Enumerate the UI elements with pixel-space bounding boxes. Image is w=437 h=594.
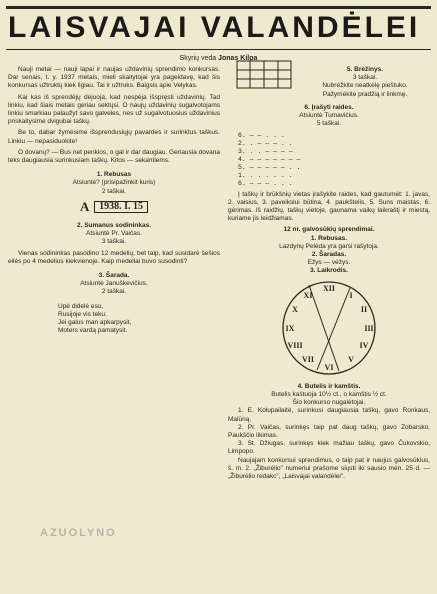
solution-sarada-title: 2. Šaradas. (311, 251, 347, 259)
svg-text:I: I (349, 290, 353, 300)
drawing-instruction: Nubrėžkite neatkėlę pieštuko. (322, 82, 408, 90)
svg-text:X: X (292, 304, 298, 314)
svg-text:XII: XII (322, 283, 336, 293)
winner-entry: 3. St. Džiugas, surinkęs kiek mažiau taškų, gavo Čukovskio, Limpopo. (228, 440, 430, 456)
charade-title: 3. Šarada. (98, 272, 130, 280)
intro-paragraph: Nauji metai — nauji lapai ir naujas uždavinių sprendimo konkursas. Dar senais, t. y. 1937 metais, mieli skaitytojai yra pageidavę, kad šis konkursas užtruktų kiek ilgiau. Tai ir užtruks. Baigsis apie Velykas. (8, 66, 220, 90)
charade-sender: Atsiuntė Januškevičius. (80, 280, 148, 288)
svg-text:XI: XI (303, 290, 313, 300)
intro-paragraph: Be to, dabar žymėsime išsprendusiųjų pavardes ir surinktus taškus. Linkiu — nepasiduokite! (8, 129, 220, 145)
letters-text: Į taškų ir brūkšnių vietas įrašykite raides, kad gautumėt: 1. javas, 2. vaisius, 3. paveikslui būtina, 4. paukštelis, 5. Suns maistas, 6. gėrimas. Iš raidžių, taškų vietoje, gaunama vaikų laikraštį ir miestą, kuriame jis leidžiamas. (228, 190, 430, 223)
drawing-points: 3 taškai. (352, 74, 378, 82)
svg-text:VI: VI (324, 362, 334, 372)
gardener-title: 2. Sumanus sodininkas. (76, 222, 152, 230)
svg-text:IX: IX (285, 323, 295, 333)
gardener-points: 3 taškai. (101, 238, 127, 246)
rebus-sender: Atsiuntė? (prisipažinkit kuris) (72, 179, 156, 187)
letters-row: 6. — — — . . . (238, 179, 293, 187)
letters-row: 5. — — — — — . . (238, 163, 301, 171)
editor-name: Jonas Kilpa (218, 55, 258, 62)
rebus-letter: A (79, 198, 90, 214)
poem-line: Rusijoje vis teku. (58, 310, 107, 318)
letters-points: 5 taškai. (316, 120, 342, 128)
top-rule (6, 6, 431, 9)
letters-sender: Atsiuntė Tumavičius. (299, 112, 359, 120)
closing-paragraph: Naujajam konkursui sprendimus, o taip pat ir naujus galvosūkius, š. m. 2. „Žiburėlio" numeriui prašome siųsti iki sausio mėn. 25 d. — „Žiburėlio redakc", „Laisvajai valandėlei". (228, 456, 430, 481)
bottle-answer: Butelis kaštuoja 10½ ct., o kamštis ½ ct. (271, 391, 387, 399)
rebus-puzzle (8, 198, 220, 214)
letters-row: 2. . — — — . . (238, 139, 293, 147)
gardener-sender: Atsiuntė Pr. Vaičas. (86, 230, 142, 238)
bottle-title: 4. Butelis ir kamštis. (297, 382, 361, 390)
clock-figure (228, 278, 430, 381)
editor-prefix: Skyrių veda (179, 55, 217, 62)
drawing-title: 5. Brėžinys. (346, 66, 384, 73)
svg-text:V: V (348, 354, 354, 364)
clock-diagram (277, 278, 381, 378)
editor-line (0, 54, 437, 63)
masthead-title: LAISVAJAI VALANDĖLEI (8, 11, 421, 44)
solution-sarada-answer: Ežys — vėžys. (307, 259, 351, 267)
letters-row: 4. — — — — — — — (238, 155, 301, 163)
letters-rows (228, 132, 430, 188)
winner-entry: 2. Pr. Vaičas, surinkęs taip pat daug taškų, gavo Zobarsko, Paukščio likimas. (228, 423, 430, 440)
drawing-puzzle (228, 66, 430, 96)
watermark: AZUOLYNO (40, 527, 117, 539)
svg-text:IV: IV (359, 340, 369, 350)
rebus-date-box: 1938. I. 15 (94, 201, 148, 213)
intro-paragraph: O dovanų? — Bus net penkios, o gal ir dar daugiau. Geriausia dovana teks daugiausia surinkusiam taškų. Kitos — sekantiems. (8, 148, 220, 165)
left-column (8, 66, 220, 335)
svg-text:VII: VII (301, 354, 315, 364)
intro-paragraph: Kai kas iš sprendėjų dejuoja, kad nespėja išspręsti uždavinių. Tad linkiu, kad šiais metais geriau sektųsi. O naujų uždavinių sugalvotojams linkiu smarkiau palaužyt savo galveles, nes už sugalvotuosius uždavinius priskaitysime dvigubai taškų. (8, 93, 220, 126)
letters-row: 6. — — . . . (238, 131, 285, 139)
poem-line: Moters vardą pamatysit. (58, 327, 128, 335)
charade-points: 2 taškai. (101, 288, 127, 296)
winner-entry: 1. E. Kolupailaitė, surinkusi daugiausia taškų, gavo Ronkaus, Malūną. (228, 407, 430, 423)
svg-text:III: III (364, 323, 374, 333)
svg-text:VIII: VIII (287, 340, 303, 350)
letters-title: 6. Įrašyti raides. (304, 104, 354, 111)
svg-text:II: II (360, 304, 368, 314)
letters-row: 1. . . . . . . (238, 171, 293, 179)
solution-rebus-title: 1. Rebusas. (310, 234, 348, 242)
right-column (228, 66, 430, 481)
charade-poem (8, 303, 220, 336)
rebus-points: 2 taškai. (101, 187, 127, 195)
poem-line: Upė didelė esu, (58, 302, 104, 310)
letters-row: 3. . . — — — — (238, 147, 293, 155)
poem-line: Jei galus man apkarpysit, (58, 319, 132, 327)
rebus-title: 1. Rebusas (96, 171, 132, 179)
solutions-title: 12 nr. galvosūkių sprendimai. (283, 226, 375, 234)
boxes-figure (236, 60, 292, 90)
winners-heading: Šio konkurso nugalėtojai. (292, 399, 366, 407)
solution-rebus-answer: Lazdynų Pelėda yra garsi rašytoja. (279, 242, 379, 250)
drawing-instruction: Pažymėkite pradžią ir linkmę. (322, 90, 408, 98)
gardener-text: Vienas sodininkas pasodino 12 medelių, bet taip, kad susidarė šešios eilės po 4 medelius kiekvienoje. Kaip medeliai buvo susodinti? (8, 249, 220, 265)
drawing-text (300, 66, 430, 99)
solution-clock-title: 3. Laikrodis. (310, 267, 348, 275)
masthead-rule (6, 49, 431, 50)
